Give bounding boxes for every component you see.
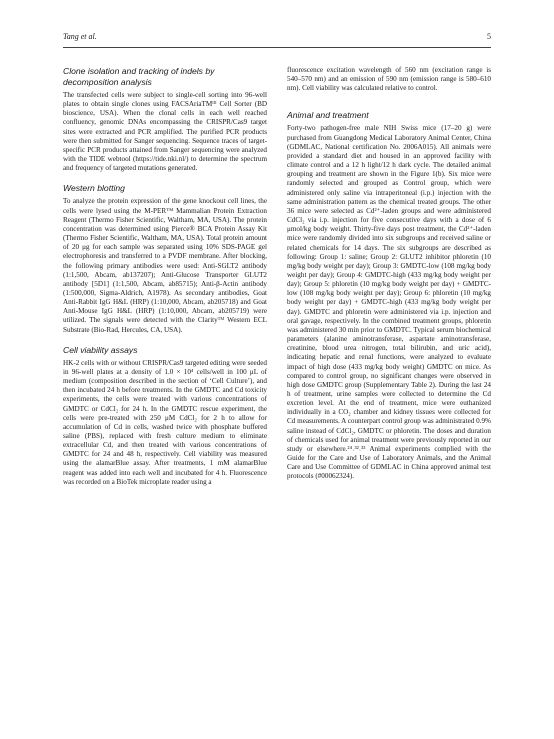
section-cell-viability-continued bbox=[287, 66, 491, 93]
header-divider bbox=[63, 47, 491, 48]
section-paragraph: The transfected cells were subject to single-cell sorting into 96-well plates to obtain single clones using FACSAriaTMᴵᴵᴵ Cell Sorter (BD bioscience, USA). When the clonal cells in each well reached confluency, genomic DNAs encompassing the CRISPR/Cas9 target sites were extracted and PCR amplified. The purified PCR products were then submitted for Sanger sequencing. Sequence traces of target-specific PCR products attained from Sanger sequencing were analyzed with the TIDE webtool (https://tide.nki.nl/) to determine the spectrum and frequency of targeted mutations generated. bbox=[63, 91, 267, 173]
section-western-blotting bbox=[63, 183, 267, 334]
section-paragraph: Forty-two pathogen-free male NIH Swiss mice (17–20 g) were purchased from Guangdong Medical Laboratory Animal Center, China (GDMLAC, National certification No. 2006A015). All animals were provided a standard diet and housed in an approved facility with climate control and a 12 h light/12 h dark cycle. The detailed animal grouping and treatment are shown in the Figure 1(b). Six mice were randomly selected and grouped as Control group, which were administered only saline via intraperitoneal (i.p.) injection with the same administration pattern as the chemical treated groups. The other 36 mice were selected as Cd²⁺-laden groups and were administered CdCl₂ via i.p. injection for five consecutive days with a dose of 6 μmol/kg body weight. Thirty-five days post treatment, the Cd²⁺-laden mice were randomly divided into six subgroups and received saline or related chemicals for 14 days. The six subgroups are described as following: Group 1: saline; Group 2: GLUT2 inhibitor phloretin (10 mg/kg body weight per day); Group 3: GMDTC-low (108 mg/kg body weight per day); Group 4: GMDTC-high (433 mg/kg body weight per day); Group 5: phloretin (10 mg/kg body weight per day) + GMDTC-low (108 mg/kg body weight per day); Group 6: phloretin (10 mg/kg body weight per day) + GMDTC-high (433 mg/kg body weight per day). GMDTC and phloretin were administered via i.p. injection and oral gavage, respectively. In the combined treatment groups, phloretin was administered 30 min prior to GMDTC. Typical serum biochemical parameters (alanine aminotransferase, aspartate aminotransferase, creatinine, blood urea nitrogen, total bilirubin, and uric acid), indicating hepatic and renal functions, were analyzed to evaluate impact of high dose (433 mg/kg body weight) GMDTC on mice. As compared to control group, no significant changes were observed in high dose GMDTC group (Supplementary Table 2). During the last 24 h of treatment, urine samples were collected to determine the Cd excretion level. At the end of treatment, mice were euthanized individually in a CO₂ chamber and kidney tissues were collected for Cd measurements. A counterpart control group was administrated 0.9% saline instead of CdCl₂, GMDTC or phloretin. The doses and duration of chemicals used for animal treatment were previously reported in our study or elsewhere.²⁴˒³²˒³³ Animal experiments complied with the Guide for the Care and Use of Laboratory Animals, and the Animal Care and Use Committee of GDMLAC in China approved animal test protocols (#00062324). bbox=[287, 124, 491, 481]
section-cell-viability bbox=[63, 345, 267, 487]
section-paragraph: HK-2 cells with or without CRISPR/Cas9 targeted editing were seeded in 96-well plates at a density of 1.0 × 10⁴ cells/well in 100 μL of medium (composition described in the section of ‘Cell Culture’), and then incubated 24 h before treatments. In the GMDTC and Cd toxicity experiments, the cells were treated with various concentrations of GMDTC or CdCl₂ for 24 h. In the GMDTC rescue experiment, the cells were pre-treated with 250 μM CdCl₂ for 2 h to allow for accumulation of Cd in cells, washed twice with phosphate buffered saline (PBS), replaced with fresh culture medium to eliminate extracellular Cd, and then treated with various concentrations of GMDTC for 24 and 48 h, respectively. Cell viability was measured using the alamarBlue assay. After treatments, 1 mM alamarBlue reagent was added into each well and incubated for 4 h. Fluorescence was recorded on a BioTek microplate reader using a bbox=[63, 358, 267, 486]
running-header-authors: Tang et al. bbox=[63, 32, 97, 41]
section-paragraph: fluorescence excitation wavelength of 560 nm (excitation range is 540–570 nm) and an emission of 590 nm (emission range is 580–610 nm). Cell viability was calculated relative to control. bbox=[287, 66, 491, 93]
section-heading: Animal and treatment bbox=[287, 110, 369, 121]
section-animal-treatment bbox=[287, 110, 491, 481]
running-header bbox=[63, 32, 491, 44]
section-heading: Cell viability assays bbox=[63, 344, 138, 355]
section-heading: Clone isolation and tracking of indels by decomposition analysis bbox=[63, 66, 215, 87]
page-number: 5 bbox=[487, 32, 491, 41]
section-heading: Western blotting bbox=[63, 183, 125, 194]
section-paragraph: To analyze the protein expression of the gene knockout cell lines, the cells were lysed using the M-PER™ Mammalian Protein Extraction Reagent (Thermo Fisher Scientific, Waltham, MA, USA). The protein concentration was determined using Pierce® BCA Protein Assay Kit (Thermo Fisher Scientific, Waltham, MA, USA). Total protein amount of 20 μg for each sample was separated using 10% SDS-PAGE gel electrophoresis and transferred to a PVDF membrane. After blocking, the following primary antibodies were used: Anti-SGLT2 antibody (1:1,500, Abcam, ab137207); Anti-Glucose Transporter GLUT2 antibody [5D1] (1:1,500, Abcam, ab85715); Anti-β-Actin antibody (1:500,000, Sigma-Aldrich, A1978). As secondary antibodies, Goat Anti-Rabbit IgG H&L (HRP) (1:10,000, Abcam, ab205718) and Goat Anti-Mouse IgG H&L (HRP) (1:10,000, Abcam, ab205719) were utilized. The signals were detected with the Clarityᵀᴹ Western ECL Substrate (Bio-Rad, Hercules, CA, USA). bbox=[63, 197, 267, 334]
left-column bbox=[63, 66, 267, 487]
section-clone-isolation bbox=[63, 66, 267, 173]
right-column bbox=[287, 66, 491, 482]
